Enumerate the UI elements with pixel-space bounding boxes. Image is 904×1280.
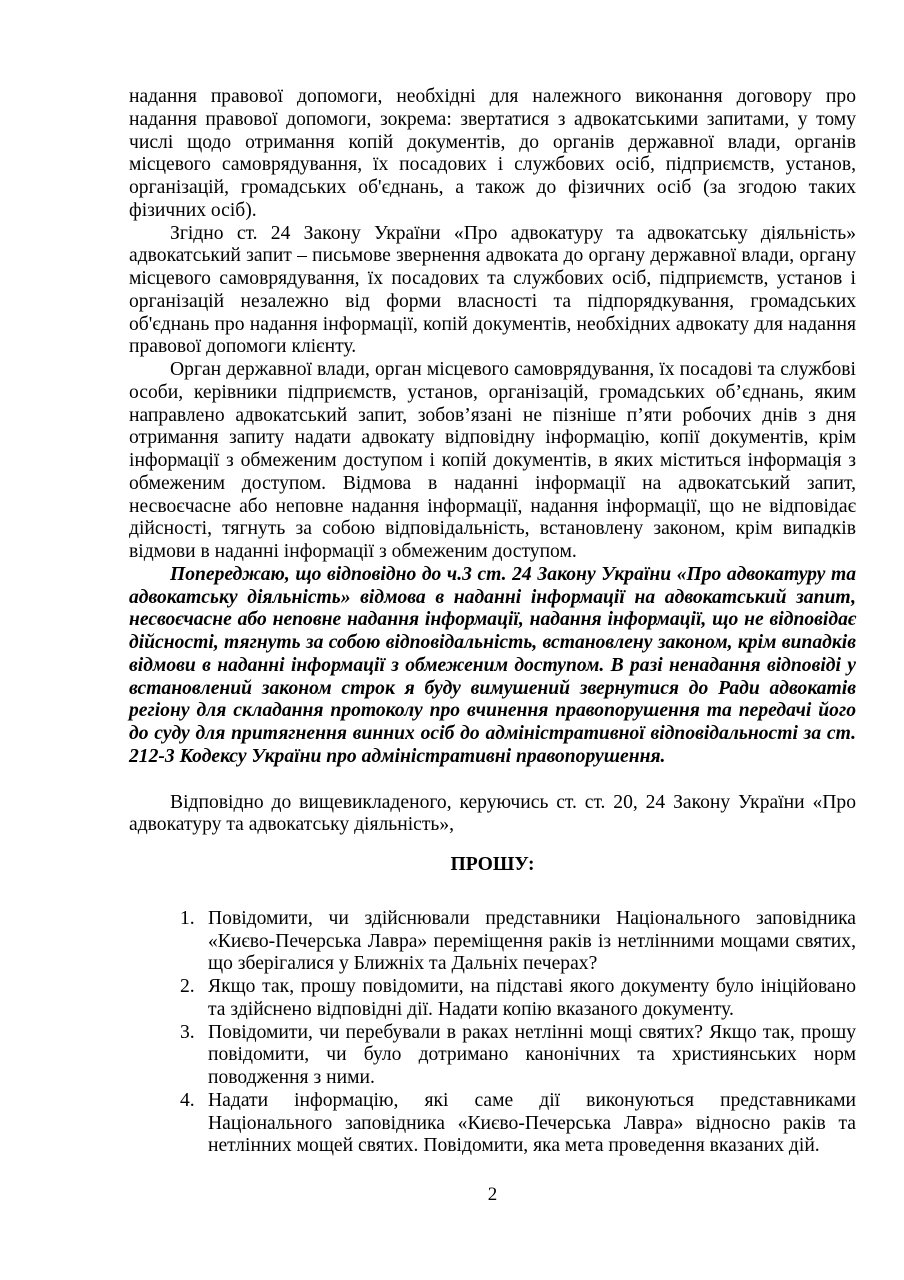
paragraph-advocate-request-definition: Згідно ст. 24 Закону України «Про адвокатуру та адвокатську діяльність» адвокатський запит – письмове звернення адвоката до органу державної влади, органу місцевого самоврядування, їх посадових та службових осіб, підприємств, установ і організацій незалежно від форми власності та підпорядкування, громадських об'єднань про надання інформації, копій документів, необхідних адвокату для надання правової допомоги клієнту. <box>129 222 856 358</box>
paragraph-legal-aid-continuation: надання правової допомоги, необхідні для належного виконання договору про надання правової допомоги, зокрема: звертатися з адвокатськими запитами, у тому числі щодо отримання копій документів, до органів державної влади, органів місцевого самоврядування, їх посадових і службових осіб, підприємств, установ, організацій, громадських об'єднань, а також до фізичних осіб (за згодою таких фізичних осіб). <box>129 86 856 221</box>
request-item-3: Повідомити, чи перебували в раках нетлінні мощі святих? Якщо так, прошу повідомити, чи було дотримано канонічних та християнських норм поводження з ними. <box>208 1021 856 1088</box>
request-heading: ПРОШУ: <box>450 854 535 875</box>
request-list <box>129 908 856 1158</box>
request-item-2: Якщо так, прошу повідомити, на підставі якого документу було ініційовано та здійснено відповідні дії. Надати копію вказаного документу. <box>208 976 856 1020</box>
page-number: 2 <box>487 1184 498 1205</box>
paragraph-closing-reference: Відповідно до вищевикладеного, керуючись ст. ст. 20, 24 Закону України «Про адвокатуру та адвокатську діяльність», <box>129 791 856 836</box>
document-body <box>129 86 856 1158</box>
paragraph-liability-warning: Попереджаю, що відповідно до ч.3 ст. 24 Закону України «Про адвокатуру та адвокатську діяльність» відмова в наданні інформації на адвокатський запит, несвоєчасне або неповне надання інформації, надання інформації, що не відповідає дійсності, тягнуть за собою відповідальність, встановлену законом, крім випадків відмови в наданні інформації з обмеженим доступом. В разі ненадання відповіді у встановлений законом строк я буду вимушений звернутися до Ради адвокатів регіону для складання протоколу про вчинення правопорушення та передачі його до суду для притягнення винних осіб до адміністративної відповідальності за ст. 212-3 Кодексу України про адміністративні правопорушення. <box>129 563 856 767</box>
paragraph-response-obligation: Орган державної влади, орган місцевого самоврядування, їх посадові та службові особи, керівники підприємств, установ, організацій, громадських об’єднань, яким направлено адвокатський запит, зобов’язані не пізніше п’яти робочих днів з дня отримання запиту надати адвокату відповідну інформацію, копії документів, крім інформації з обмеженим доступом і копій документів, в яких міститься інформація з обмеженим доступом. Відмова в наданні інформації на адвокатський запит, несвоєчасне або неповне надання інформації, надання інформації, що не відповідає дійсності, тягнуть за собою відповідальність, встановлену законом, крім випадків відмови в наданні інформації з обмеженим доступом. <box>129 359 856 562</box>
request-item-4: Надати інформацію, які саме дії виконуються представниками Національного заповідника «Києво-Печерська Лавра» відносно раків та нетлінних мощей святих. Повідомити, яка мета проведення вказаних дій. <box>208 1089 856 1157</box>
request-item-1: Повідомити, чи здійснювали представники Національного заповідника «Києво-Печерська Лавра» переміщення раків із нетлінними мощами святих, що зберігалися у Ближніх та Дальніх печерах? <box>208 907 856 975</box>
